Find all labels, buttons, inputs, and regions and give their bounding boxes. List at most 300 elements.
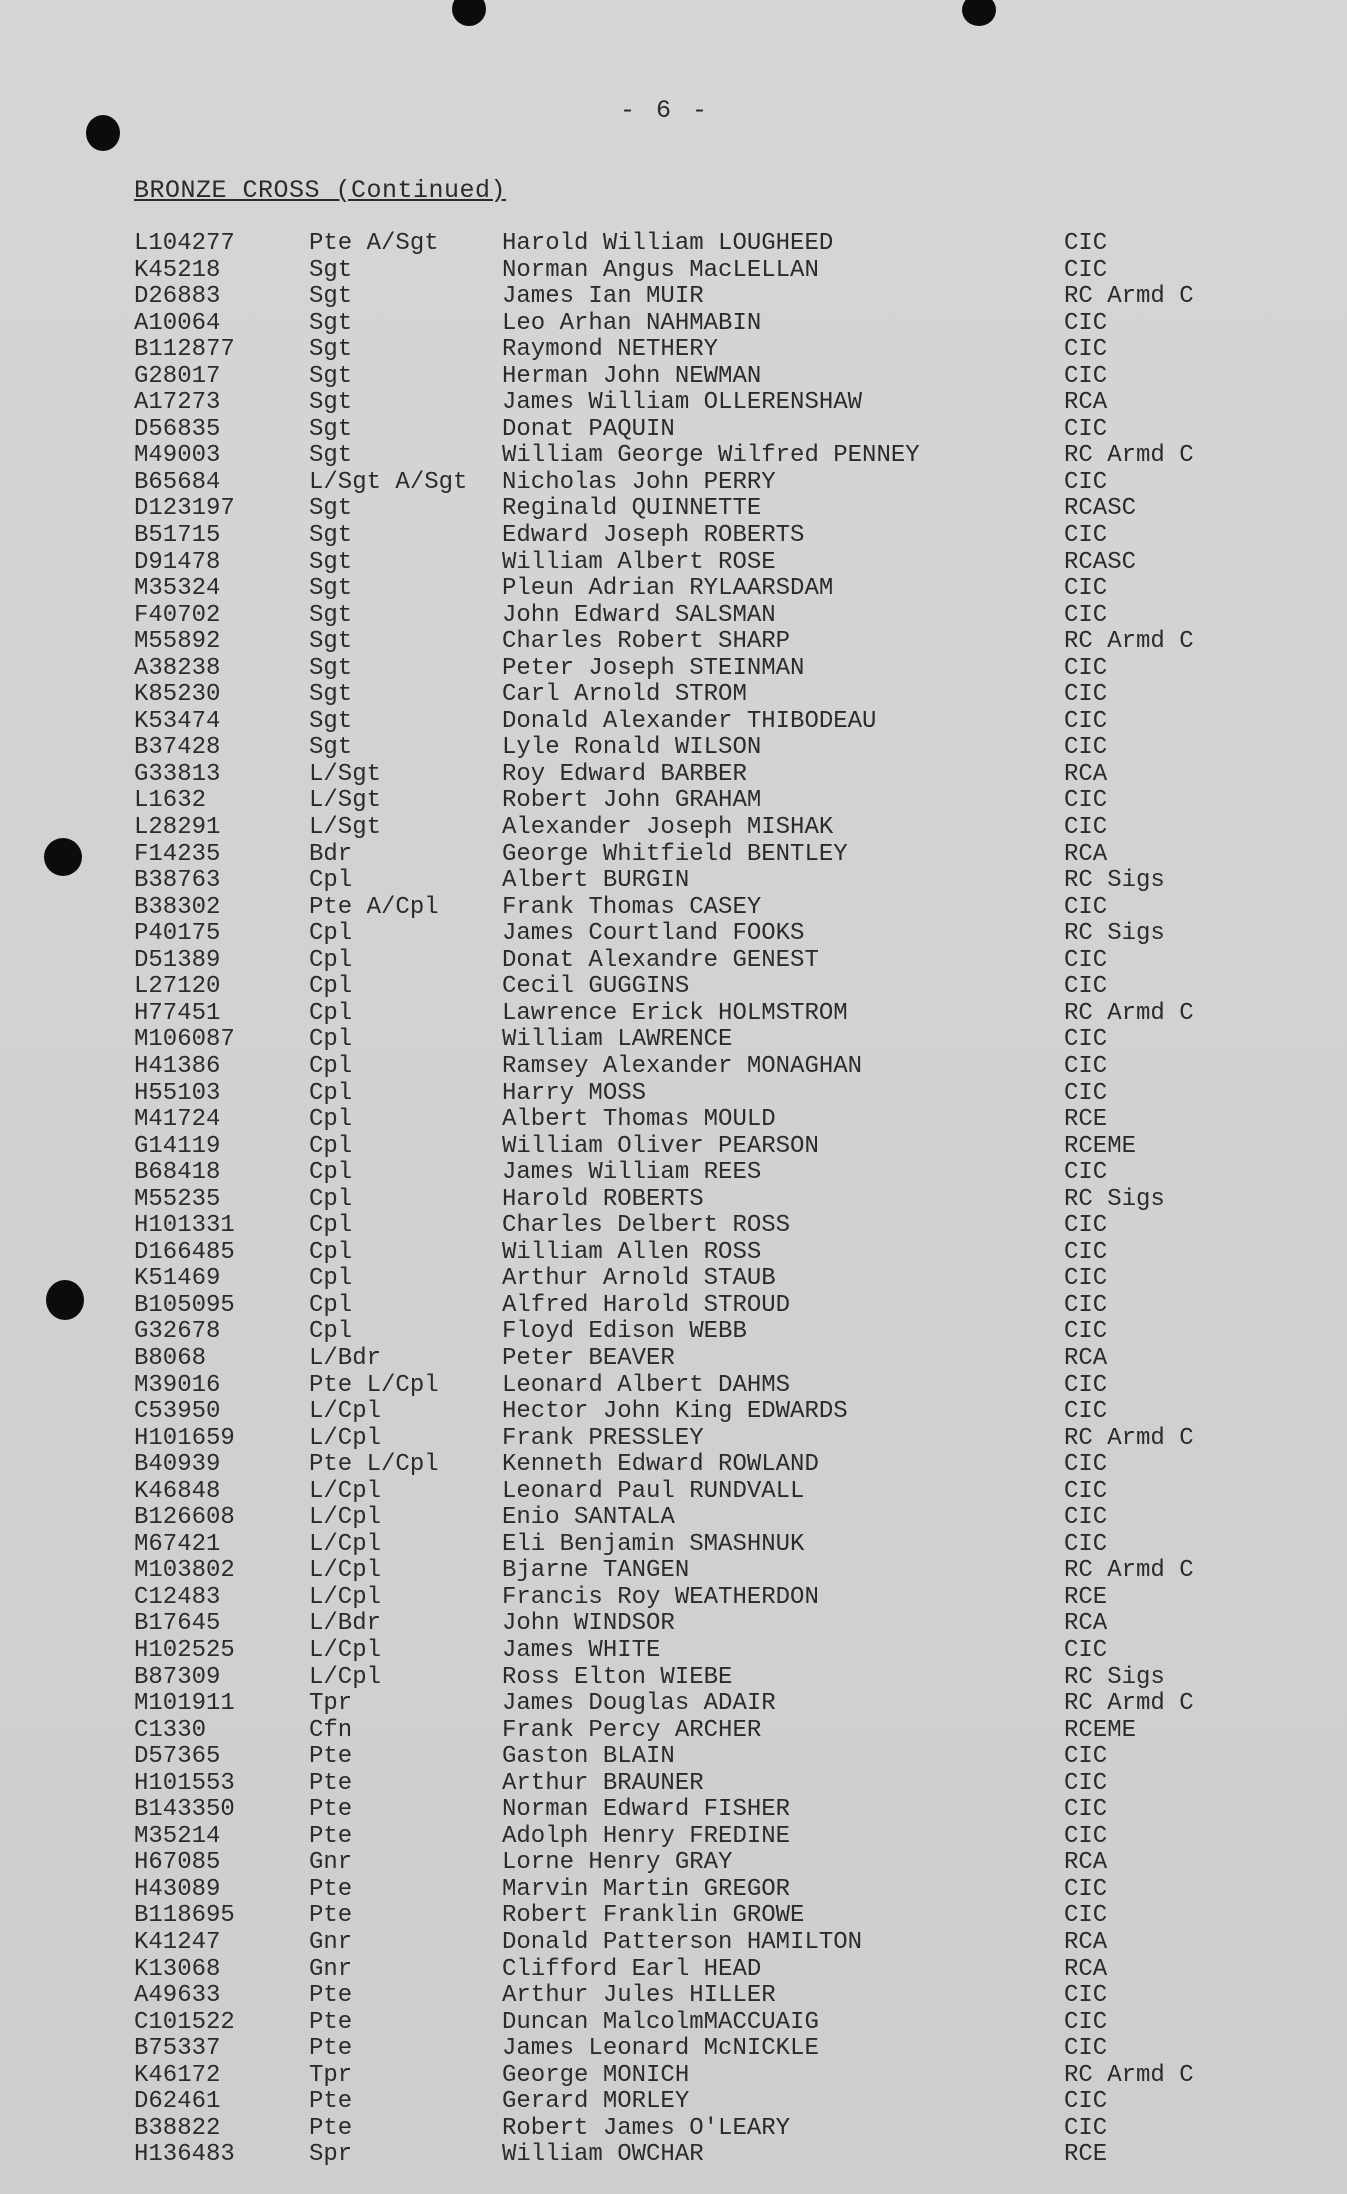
unit: CIC <box>1064 1291 1108 1319</box>
rank: L/Cpl <box>309 1583 382 1611</box>
service-number: B118695 <box>134 1902 235 1930</box>
table-row <box>0 496 1347 523</box>
service-number: K51469 <box>134 1265 221 1293</box>
unit: CIC <box>1064 814 1108 842</box>
unit: CIC <box>1064 2088 1108 2116</box>
service-number: M41724 <box>134 1106 221 1134</box>
rank: Cpl <box>309 1052 353 1080</box>
service-number: K41247 <box>134 1929 221 1956</box>
unit: RC Sigs <box>1064 1185 1165 1213</box>
unit: RCA <box>1064 389 1108 417</box>
service-number: M35214 <box>134 1822 221 1850</box>
table-row <box>0 390 1347 417</box>
table-row <box>0 1983 1347 2010</box>
service-number: F40702 <box>134 601 221 629</box>
unit: RC Armd C <box>1064 999 1194 1027</box>
unit: CIC <box>1064 1026 1108 1054</box>
service-number: D56835 <box>134 415 221 443</box>
table-row <box>0 2010 1347 2037</box>
soldier-name: Lyle Ronald WILSON <box>502 734 762 762</box>
rank: Sgt <box>309 495 353 523</box>
rank: Cpl <box>309 920 353 948</box>
table-row <box>0 1373 1347 1400</box>
rank: Pte <box>309 1982 353 2010</box>
unit: CIC <box>1064 1212 1108 1240</box>
soldier-name: James Leonard McNICKLE <box>502 2035 819 2063</box>
service-number: K53474 <box>134 707 221 735</box>
rank: Cpl <box>309 999 353 1027</box>
soldier-name: William Allen ROSS <box>502 1238 762 1266</box>
unit: CIC <box>1064 893 1108 921</box>
unit: CIC <box>1064 1796 1108 1824</box>
soldier-name: James Douglas ADAIR <box>502 1690 776 1718</box>
rank: Sgt <box>309 575 353 603</box>
rank: Cpl <box>309 1159 353 1187</box>
table-row <box>0 2116 1347 2143</box>
soldier-name: John Edward SALSMAN <box>502 601 776 629</box>
service-number: K45218 <box>134 256 221 284</box>
soldier-name: Arthur Jules HILLER <box>502 1982 776 2010</box>
table-row <box>0 1771 1347 1798</box>
service-number: H101659 <box>134 1424 235 1452</box>
soldier-name: Peter BEAVER <box>502 1344 675 1372</box>
table-row <box>0 1426 1347 1453</box>
rank: L/Sgt <box>309 814 382 842</box>
rank: L/Cpl <box>309 1557 382 1585</box>
table-row <box>0 1957 1347 1984</box>
unit: RCA <box>1064 1955 1108 1983</box>
soldier-name: Francis Roy WEATHERDON <box>502 1583 819 1611</box>
service-number: H136483 <box>134 2141 235 2169</box>
service-number: F14235 <box>134 840 221 868</box>
table-row <box>0 576 1347 603</box>
table-row <box>0 284 1347 311</box>
unit: RC Armd C <box>1064 628 1194 656</box>
soldier-name: Alfred Harold STROUD <box>502 1291 791 1319</box>
soldier-name: Herman John NEWMAN <box>502 362 762 390</box>
unit: CIC <box>1064 1822 1108 1850</box>
rank: L/Cpl <box>309 1663 382 1691</box>
rank: Sgt <box>309 442 353 470</box>
service-number: D166485 <box>134 1238 235 1266</box>
rank: Gnr <box>309 1849 353 1877</box>
service-number: H67085 <box>134 1849 221 1877</box>
punch-hole-left-upper <box>86 115 120 151</box>
soldier-name: William Oliver PEARSON <box>502 1132 819 1160</box>
table-row <box>0 1027 1347 1054</box>
unit: RCA <box>1064 1929 1108 1956</box>
service-number: A38238 <box>134 654 221 682</box>
table-row <box>0 1611 1347 1638</box>
table-row <box>0 311 1347 338</box>
table-row <box>0 1665 1347 1692</box>
table-row <box>0 1558 1347 1585</box>
rank: Pte A/Cpl <box>309 893 439 921</box>
service-number: B17645 <box>134 1610 221 1638</box>
soldier-name: Arthur Arnold STAUB <box>502 1265 776 1293</box>
service-number: B75337 <box>134 2035 221 2063</box>
service-number: B38822 <box>134 2114 221 2142</box>
rank: Pte <box>309 2114 353 2142</box>
service-number: M67421 <box>134 1530 221 1558</box>
soldier-name: William LAWRENCE <box>502 1026 733 1054</box>
rank: Pte <box>309 1769 353 1797</box>
service-number: G32678 <box>134 1318 221 1346</box>
soldier-name: Nicholas John PERRY <box>502 468 776 496</box>
table-row <box>0 1691 1347 1718</box>
soldier-name: Donat PAQUIN <box>502 415 675 443</box>
soldier-name: Norman Edward FISHER <box>502 1796 791 1824</box>
table-row <box>0 2142 1347 2169</box>
soldier-name: George MONICH <box>502 2061 690 2089</box>
soldier-name: Frank Thomas CASEY <box>502 893 762 921</box>
service-number: D57365 <box>134 1743 221 1771</box>
section-heading: BRONZE CROSS (Continued) <box>134 176 507 205</box>
rank: Cpl <box>309 1185 353 1213</box>
unit: CIC <box>1064 946 1108 974</box>
soldier-name: William George Wilfred PENNEY <box>502 442 920 470</box>
soldier-name: Hector John King EDWARDS <box>502 1398 848 1426</box>
service-number: B51715 <box>134 522 221 550</box>
unit: RC Sigs <box>1064 867 1165 895</box>
service-number: M55892 <box>134 628 221 656</box>
unit: CIC <box>1064 654 1108 682</box>
service-number: B8068 <box>134 1344 207 1372</box>
soldier-name: James William OLLERENSHAW <box>502 389 863 417</box>
unit: CIC <box>1064 256 1108 284</box>
rank: Pte L/Cpl <box>309 1451 439 1479</box>
soldier-name: Ross Elton WIEBE <box>502 1663 733 1691</box>
soldier-name: Arthur BRAUNER <box>502 1769 704 1797</box>
rank: Sgt <box>309 336 353 364</box>
rank: Bdr <box>309 840 353 868</box>
unit: RCA <box>1064 760 1108 788</box>
rank: Tpr <box>309 1690 353 1718</box>
unit: CIC <box>1064 681 1108 709</box>
table-row <box>0 1718 1347 1745</box>
table-row <box>0 1877 1347 1904</box>
service-number: B40939 <box>134 1451 221 1479</box>
rank: Pte A/Sgt <box>309 230 439 257</box>
soldier-name: William OWCHAR <box>502 2141 704 2169</box>
table-row <box>0 1479 1347 1506</box>
soldier-name: Roy Edward BARBER <box>502 760 747 788</box>
unit: CIC <box>1064 1265 1108 1293</box>
service-number: H43089 <box>134 1875 221 1903</box>
unit: RC Armd C <box>1064 1557 1194 1585</box>
service-number: H55103 <box>134 1079 221 1107</box>
unit: RCEME <box>1064 1716 1137 1744</box>
soldier-name: Charles Delbert ROSS <box>502 1212 791 1240</box>
soldier-name: Norman Angus MacLELLAN <box>502 256 819 284</box>
page-number: - 6 - <box>620 96 711 125</box>
service-number: B38302 <box>134 893 221 921</box>
rank: Cpl <box>309 946 353 974</box>
table-row <box>0 1930 1347 1957</box>
service-number: M39016 <box>134 1371 221 1399</box>
soldier-name: James Ian MUIR <box>502 283 704 311</box>
unit: CIC <box>1064 336 1108 364</box>
service-number: D51389 <box>134 946 221 974</box>
service-number: P40175 <box>134 920 221 948</box>
service-number: A49633 <box>134 1982 221 2010</box>
service-number: B65684 <box>134 468 221 496</box>
rank: Tpr <box>309 2061 353 2089</box>
soldier-name: Robert James O'LEARY <box>502 2114 791 2142</box>
service-number: L104277 <box>134 230 235 257</box>
table-row <box>0 974 1347 1001</box>
table-row <box>0 1054 1347 1081</box>
service-number: C53950 <box>134 1398 221 1426</box>
table-row <box>0 1001 1347 1028</box>
soldier-name: Leonard Paul RUNDVALL <box>502 1477 805 1505</box>
service-number: M55235 <box>134 1185 221 1213</box>
table-row <box>0 1213 1347 1240</box>
unit: RCEME <box>1064 1132 1137 1160</box>
rank: Sgt <box>309 415 353 443</box>
soldier-name: Frank Percy ARCHER <box>502 1716 762 1744</box>
rank: Cpl <box>309 1026 353 1054</box>
soldier-name: Duncan MalcolmMACCUAIG <box>502 2008 819 2036</box>
table-row <box>0 1081 1347 1108</box>
rank: Cpl <box>309 973 353 1001</box>
unit: RCASC <box>1064 495 1137 523</box>
soldier-name: Donald Alexander THIBODEAU <box>502 707 877 735</box>
service-number: D91478 <box>134 548 221 576</box>
punch-hole-top-right <box>962 0 996 26</box>
unit: CIC <box>1064 2114 1108 2142</box>
service-number: D26883 <box>134 283 221 311</box>
table-row <box>0 788 1347 815</box>
soldier-name: Charles Robert SHARP <box>502 628 791 656</box>
soldier-name: Raymond NETHERY <box>502 336 719 364</box>
unit: CIC <box>1064 1079 1108 1107</box>
rank: L/Sgt <box>309 787 382 815</box>
rank: Pte <box>309 2035 353 2063</box>
service-number: B143350 <box>134 1796 235 1824</box>
service-number: B112877 <box>134 336 235 364</box>
rank: L/Cpl <box>309 1424 382 1452</box>
rank: Pte <box>309 1743 353 1771</box>
table-row <box>0 1107 1347 1134</box>
table-row <box>0 1585 1347 1612</box>
table-row <box>0 1240 1347 1267</box>
service-number: M35324 <box>134 575 221 603</box>
table-row <box>0 895 1347 922</box>
rank: Spr <box>309 2141 353 2169</box>
unit: CIC <box>1064 1743 1108 1771</box>
service-number: B87309 <box>134 1663 221 1691</box>
soldier-name: Eli Benjamin SMASHNUK <box>502 1530 805 1558</box>
table-row <box>0 1160 1347 1187</box>
rank: Sgt <box>309 362 353 390</box>
soldier-name: Alexander Joseph MISHAK <box>502 814 834 842</box>
soldier-name: James Courtland FOOKS <box>502 920 805 948</box>
service-number: H101553 <box>134 1769 235 1797</box>
unit: CIC <box>1064 1318 1108 1346</box>
rank: Cpl <box>309 1291 353 1319</box>
unit: CIC <box>1064 1982 1108 2010</box>
soldier-name: Robert Franklin GROWE <box>502 1902 805 1930</box>
service-number: C1330 <box>134 1716 207 1744</box>
soldier-name: Enio SANTALA <box>502 1504 675 1532</box>
soldier-name: Albert BURGIN <box>502 867 690 895</box>
table-row <box>0 1319 1347 1346</box>
unit: CIC <box>1064 2035 1108 2063</box>
soldier-name: Reginald QUINNETTE <box>502 495 762 523</box>
table-row <box>0 1452 1347 1479</box>
unit: RCA <box>1064 1344 1108 1372</box>
unit: CIC <box>1064 230 1108 257</box>
rank: Sgt <box>309 734 353 762</box>
unit: CIC <box>1064 1875 1108 1903</box>
service-number: M106087 <box>134 1026 235 1054</box>
table-row <box>0 2036 1347 2063</box>
soldier-name: Carl Arnold STROM <box>502 681 747 709</box>
rank: Cpl <box>309 1132 353 1160</box>
table-row <box>0 735 1347 762</box>
service-number: D123197 <box>134 495 235 523</box>
table-row <box>0 603 1347 630</box>
table-row <box>0 443 1347 470</box>
rank: Sgt <box>309 283 353 311</box>
soldier-name: Ramsey Alexander MONAGHAN <box>502 1052 863 1080</box>
table-row <box>0 1638 1347 1665</box>
rank: Gnr <box>309 1955 353 1983</box>
table-row <box>0 1744 1347 1771</box>
rank: Pte <box>309 2008 353 2036</box>
service-number: G28017 <box>134 362 221 390</box>
service-number: D62461 <box>134 2088 221 2116</box>
unit: RCA <box>1064 840 1108 868</box>
soldier-name: Gerard MORLEY <box>502 2088 690 2116</box>
unit: CIC <box>1064 575 1108 603</box>
soldier-name: Donald Patterson HAMILTON <box>502 1929 863 1956</box>
service-number: G33813 <box>134 760 221 788</box>
table-row <box>0 2063 1347 2090</box>
rank: Pte <box>309 1822 353 1850</box>
unit: RC Sigs <box>1064 1663 1165 1691</box>
unit: RCE <box>1064 2141 1108 2169</box>
table-row <box>0 337 1347 364</box>
unit: CIC <box>1064 2008 1108 2036</box>
rank: Sgt <box>309 548 353 576</box>
unit: CIC <box>1064 415 1108 443</box>
unit: CIC <box>1064 362 1108 390</box>
soldier-name: Frank PRESSLEY <box>502 1424 704 1452</box>
table-row <box>0 550 1347 577</box>
service-number: G14119 <box>134 1132 221 1160</box>
rank: Sgt <box>309 309 353 337</box>
unit: RCA <box>1064 1849 1108 1877</box>
table-row <box>0 709 1347 736</box>
soldier-name: Bjarne TANGEN <box>502 1557 690 1585</box>
rank: Pte <box>309 2088 353 2116</box>
unit: CIC <box>1064 1530 1108 1558</box>
soldier-name: William Albert ROSE <box>502 548 776 576</box>
soldier-name: Kenneth Edward ROWLAND <box>502 1451 819 1479</box>
table-row <box>0 1850 1347 1877</box>
unit: RCA <box>1064 1610 1108 1638</box>
service-number: B37428 <box>134 734 221 762</box>
rank: L/Cpl <box>309 1504 382 1532</box>
soldier-name: Harold ROBERTS <box>502 1185 704 1213</box>
soldier-name: Edward Joseph ROBERTS <box>502 522 805 550</box>
rank: Cpl <box>309 1318 353 1346</box>
service-number: H41386 <box>134 1052 221 1080</box>
soldier-name: Floyd Edison WEBB <box>502 1318 747 1346</box>
rank: Cpl <box>309 867 353 895</box>
rank: Cpl <box>309 1265 353 1293</box>
soldier-name: Pleun Adrian RYLAARSDAM <box>502 575 834 603</box>
table-row <box>0 364 1347 391</box>
rank: Sgt <box>309 707 353 735</box>
soldier-name: Robert John GRAHAM <box>502 787 762 815</box>
unit: CIC <box>1064 1371 1108 1399</box>
table-row <box>0 1266 1347 1293</box>
unit: CIC <box>1064 601 1108 629</box>
soldier-name: John WINDSOR <box>502 1610 675 1638</box>
rank: L/Bdr <box>309 1344 382 1372</box>
soldier-name: Peter Joseph STEINMAN <box>502 654 805 682</box>
rank: Gnr <box>309 1929 353 1956</box>
unit: CIC <box>1064 1504 1108 1532</box>
unit: CIC <box>1064 1636 1108 1664</box>
unit: RCE <box>1064 1106 1108 1134</box>
rank: L/Cpl <box>309 1398 382 1426</box>
rank: L/Cpl <box>309 1477 382 1505</box>
table-row <box>0 868 1347 895</box>
table-row <box>0 1399 1347 1426</box>
rank: Sgt <box>309 681 353 709</box>
service-number: C12483 <box>134 1583 221 1611</box>
table-row <box>0 921 1347 948</box>
unit: CIC <box>1064 309 1108 337</box>
table-row <box>0 682 1347 709</box>
service-number: H101331 <box>134 1212 235 1240</box>
unit: CIC <box>1064 1238 1108 1266</box>
table-row <box>0 629 1347 656</box>
unit: RCE <box>1064 1583 1108 1611</box>
soldier-name: Harry MOSS <box>502 1079 647 1107</box>
table-row <box>0 2089 1347 2116</box>
unit: RC Armd C <box>1064 442 1194 470</box>
award-list <box>0 231 1347 2169</box>
soldier-name: Harold William LOUGHEED <box>502 230 834 257</box>
soldier-name: Leonard Albert DAHMS <box>502 1371 791 1399</box>
rank: Pte <box>309 1875 353 1903</box>
soldier-name: Albert Thomas MOULD <box>502 1106 776 1134</box>
rank: Sgt <box>309 654 353 682</box>
rank: Cpl <box>309 1238 353 1266</box>
unit: CIC <box>1064 522 1108 550</box>
service-number: B126608 <box>134 1504 235 1532</box>
table-row <box>0 1293 1347 1320</box>
soldier-name: Marvin Martin GREGOR <box>502 1875 791 1903</box>
service-number: B68418 <box>134 1159 221 1187</box>
unit: CIC <box>1064 973 1108 1001</box>
table-row <box>0 258 1347 285</box>
soldier-name: James William REES <box>502 1159 762 1187</box>
unit: CIC <box>1064 468 1108 496</box>
table-row <box>0 762 1347 789</box>
unit: CIC <box>1064 787 1108 815</box>
soldier-name: Lorne Henry GRAY <box>502 1849 733 1877</box>
table-row <box>0 1346 1347 1373</box>
rank: Sgt <box>309 628 353 656</box>
table-row <box>0 1505 1347 1532</box>
unit: RC Sigs <box>1064 920 1165 948</box>
